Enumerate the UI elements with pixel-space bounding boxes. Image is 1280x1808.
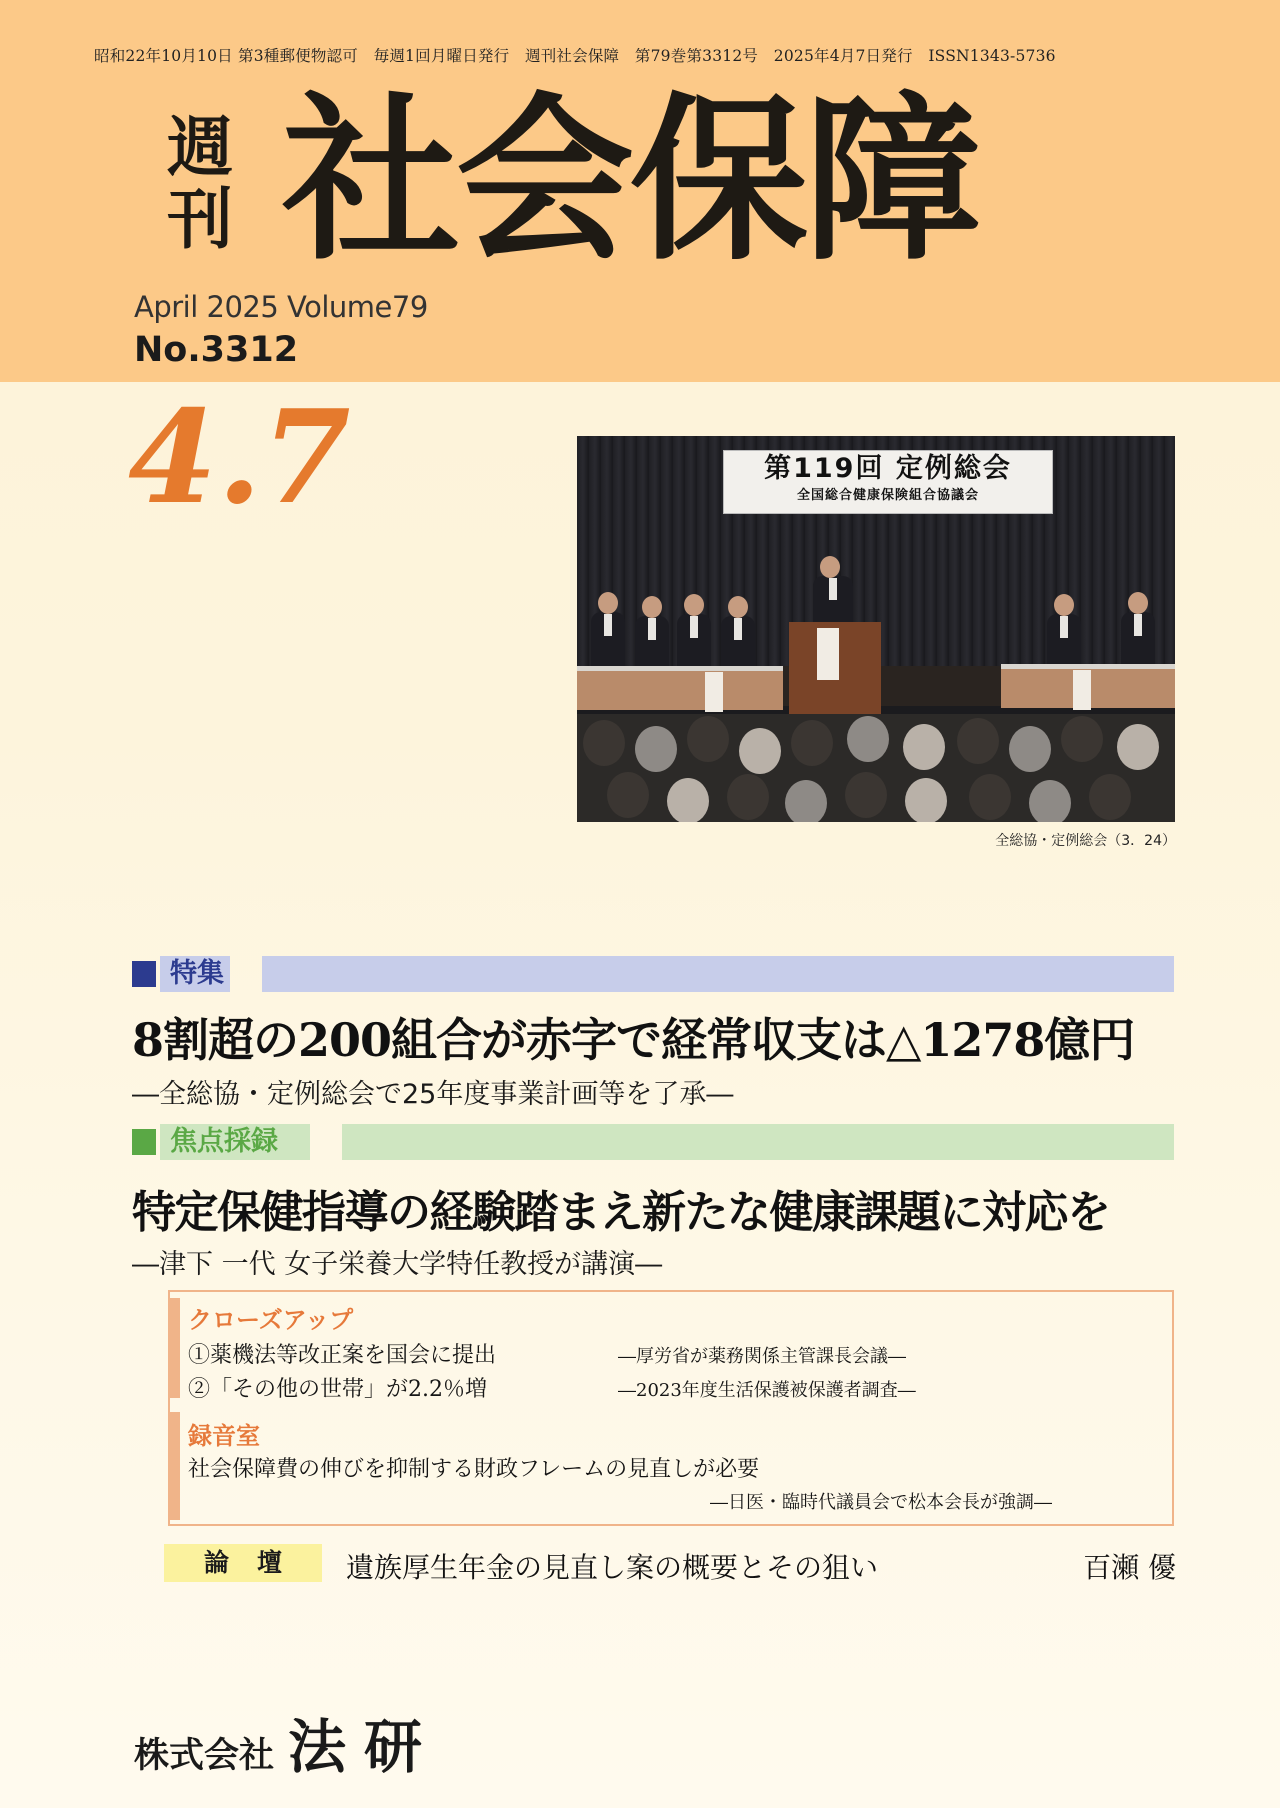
closeup-note: ―厚労省が薬務関係主管課長会議― [618, 1346, 906, 1367]
banner-subtitle: 全国総合健康保険組合協議会 [796, 488, 979, 503]
tokushu-subline: ―全総協・定例総会で25年度事業計画等を了承― [132, 1079, 734, 1110]
section-bar-shoten [132, 1124, 1174, 1160]
section-marker [132, 961, 156, 987]
box-accent [170, 1298, 180, 1398]
masthead-small-bottom: 刊 [167, 181, 233, 258]
section-bar-tokushu [132, 956, 1174, 992]
rokuonshitsu-note: ―日医・臨時代議員会で松本会長が強調― [710, 1492, 1052, 1513]
publisher-name: 法研 [288, 1713, 441, 1781]
stage-banner [723, 450, 1053, 514]
rokuonshitsu-text: 社会保障費の伸びを抑制する財政フレームの見直しが必要 [188, 1457, 760, 1482]
section-bar-fill [262, 956, 1174, 992]
publisher [134, 1700, 440, 1784]
section-bar-fill [342, 1124, 1174, 1160]
stage-table-left [577, 666, 783, 710]
section-label: 特集 [160, 956, 230, 992]
volume-line: April 2025 Volume79 [134, 290, 428, 324]
rondan-label: 論壇 [164, 1544, 322, 1582]
section-label: 焦点採録 [160, 1124, 310, 1160]
rondan-author: 百瀬 優 [1083, 1551, 1176, 1584]
closeup-item: ①薬機法等改正案を国会に提出 [188, 1343, 497, 1368]
contents-box [168, 1290, 1174, 1526]
masthead-title: 社会保障 [282, 77, 978, 284]
shoten-headline: 特定保健指導の経験踏まえ新たな健康課題に対応を [132, 1187, 1110, 1238]
closeup-heading: クローズアップ [188, 1306, 354, 1334]
podium-sign [817, 628, 839, 680]
masthead-small-top: 週 [167, 109, 233, 186]
shoten-subline: ―津下 一代 女子栄養大学特任教授が講演― [132, 1249, 663, 1280]
person-figure [591, 612, 625, 670]
section-marker [132, 1129, 156, 1155]
tokushu-headline: 8割超の200組合が赤字で経常収支は△1278億円 [132, 1013, 1135, 1067]
person-figure [1121, 612, 1155, 670]
banner-title: 第119回 定例総会 [764, 453, 1012, 484]
audience [577, 714, 1175, 822]
issue-date: 4.7 [128, 383, 351, 533]
name-card [705, 672, 723, 712]
photo-caption: 全総協・定例総会（3．24） [995, 833, 1176, 849]
publisher-prefix: 株式会社 [134, 1736, 275, 1776]
cover-photo [577, 436, 1175, 822]
box-accent [170, 1412, 180, 1520]
closeup-item: ②「その他の世帯」が2.2％増 [188, 1377, 487, 1402]
imprint-line: 昭和22年10月10日 第3種郵便物認可 毎週1回月曜日発行 週刊社会保障 第79巻第3312号 2025年4月7日発行 ISSN1343-5736 [94, 47, 1056, 65]
masthead-weekly-mark [140, 109, 260, 258]
issue-number: No.3312 [134, 330, 299, 370]
rokuonshitsu-heading: 録音室 [188, 1422, 260, 1450]
rondan-title: 遺族厚生年金の見直し案の概要とその狙い [346, 1551, 879, 1584]
name-card [1073, 670, 1091, 710]
closeup-note: ―2023年度生活保護被保護者調査― [618, 1380, 916, 1401]
stage-table-right [1001, 664, 1175, 708]
person-figure [677, 614, 711, 672]
